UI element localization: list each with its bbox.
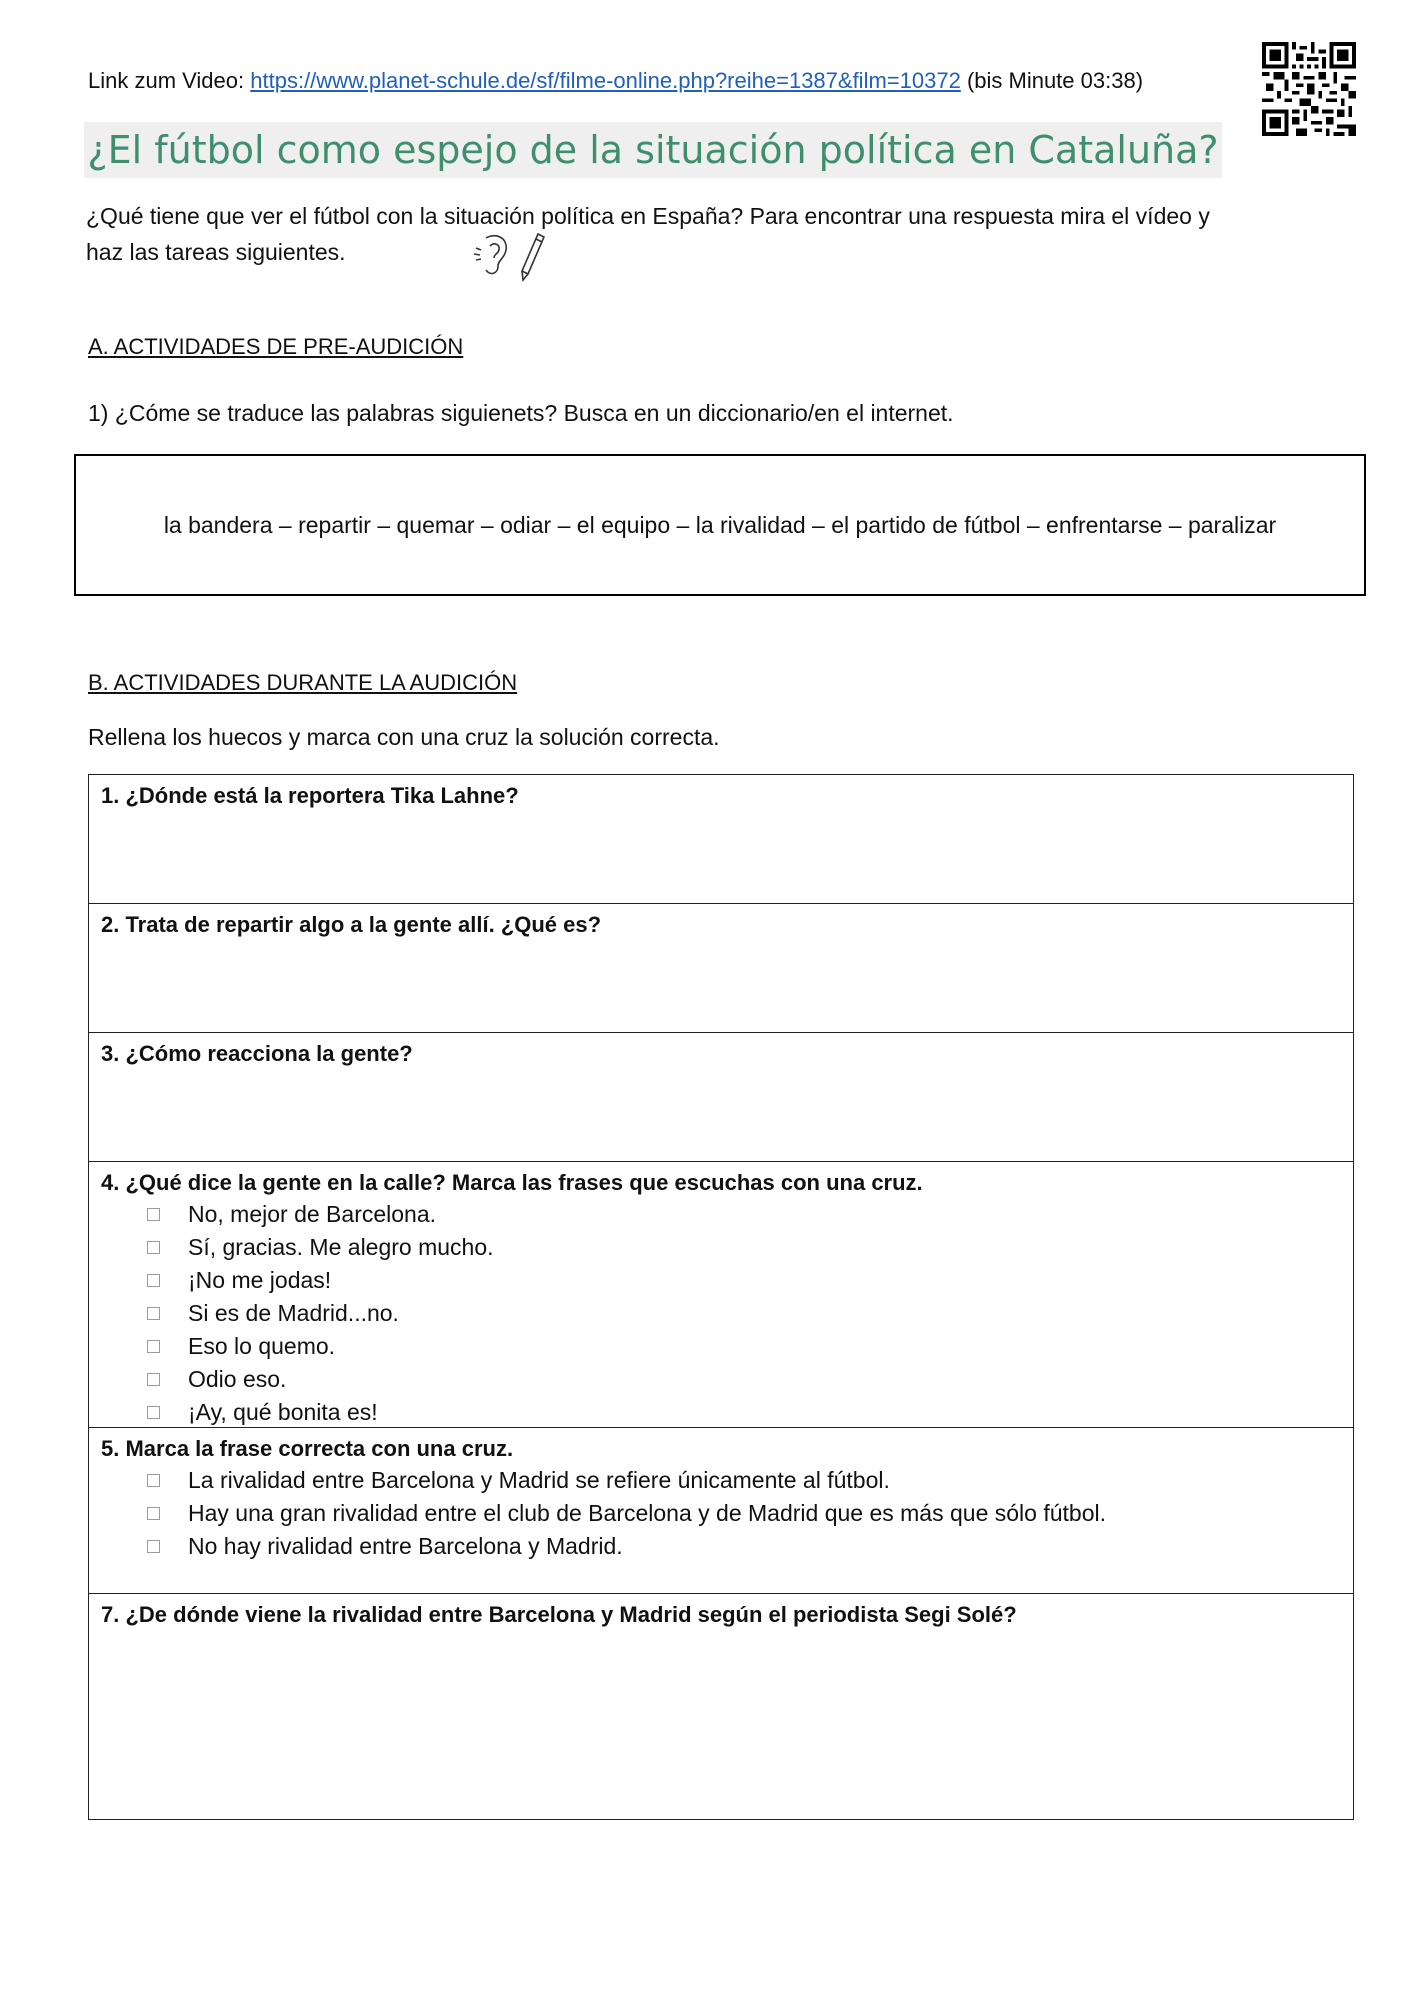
vocab-list: la bandera – repartir – quemar – odiar – el equipo – la rivalidad – el partido de fútbol – enfrentarse – paralizar	[163, 511, 1277, 538]
question-title: 5. Marca la frase correcta con una cruz.	[101, 1436, 514, 1461]
checkbox[interactable]	[147, 1507, 160, 1520]
ear-icon	[474, 236, 506, 274]
option-label: ¡No me jodas!	[188, 1267, 332, 1293]
page-title: ¿El fútbol como espejo de la situación política en Cataluña?	[87, 128, 1219, 172]
question-title: 3. ¿Cómo reacciona la gente?	[101, 1041, 413, 1066]
option-item[interactable]	[101, 1198, 1341, 1231]
option-label: La rivalidad entre Barcelona y Madrid se refiere únicamente al fútbol.	[188, 1467, 890, 1493]
option-label: Si es de Madrid...no.	[188, 1300, 399, 1326]
option-item[interactable]	[101, 1330, 1341, 1363]
question-title: 2. Trata de repartir algo a la gente allí. ¿Qué es?	[101, 912, 602, 937]
question-title: 7. ¿De dónde viene la rivalidad entre Barcelona y Madrid según el periodista Segi Solé?	[101, 1602, 1017, 1627]
option-item[interactable]	[101, 1363, 1341, 1396]
intro-text: ¿Qué tiene que ver el fútbol con la situación política en España? Para encontrar una respuesta mira el vídeo y haz las tareas siguientes.	[86, 203, 1210, 265]
option-item[interactable]	[101, 1497, 1341, 1530]
question-row-1[interactable]	[89, 775, 1353, 904]
option-item[interactable]	[101, 1297, 1341, 1330]
questions-table	[88, 774, 1354, 1820]
link-prefix: Link zum Video:	[88, 68, 245, 93]
option-item[interactable]	[101, 1231, 1341, 1264]
option-item[interactable]	[101, 1464, 1341, 1497]
option-label: Odio eso.	[188, 1366, 287, 1392]
option-item[interactable]	[101, 1530, 1341, 1563]
checkbox[interactable]	[147, 1540, 160, 1553]
option-item[interactable]	[101, 1264, 1341, 1297]
listen-write-icons	[470, 230, 550, 282]
question-row-2[interactable]	[89, 904, 1353, 1033]
pencil-icon	[522, 234, 544, 280]
option-label: Eso lo quemo.	[188, 1333, 336, 1359]
qr-code-icon	[1262, 42, 1356, 136]
option-item[interactable]	[101, 1396, 1341, 1429]
question-row-5	[89, 1428, 1353, 1594]
title-bar	[84, 122, 1222, 178]
option-label: ¡Ay, qué bonita es!	[188, 1399, 378, 1425]
question-row-7[interactable]	[89, 1594, 1353, 1819]
video-link[interactable]: https://www.planet-schule.de/sf/filme-online.php?reihe=1387&film=10372	[250, 68, 961, 93]
option-label: No, mejor de Barcelona.	[188, 1201, 437, 1227]
checkbox[interactable]	[147, 1373, 160, 1386]
checkbox[interactable]	[147, 1274, 160, 1287]
question-row-4	[89, 1162, 1353, 1428]
video-link-line	[88, 68, 1143, 94]
checkbox[interactable]	[147, 1208, 160, 1221]
question-title: 1. ¿Dónde está la reportera Tika Lahne?	[101, 783, 519, 808]
link-suffix: (bis Minute 03:38)	[966, 68, 1144, 93]
question-title: 4. ¿Qué dice la gente en la calle? Marca las frases que escuchas con una cruz.	[101, 1170, 923, 1195]
checkbox[interactable]	[147, 1241, 160, 1254]
checkbox[interactable]	[147, 1307, 160, 1320]
vocab-box	[74, 454, 1366, 596]
checkbox[interactable]	[147, 1340, 160, 1353]
option-label: No hay rivalidad entre Barcelona y Madrid.	[188, 1533, 623, 1559]
section-a-heading: A. ACTIVIDADES DE PRE-AUDICIÓN	[88, 334, 464, 359]
section-b-heading: B. ACTIVIDADES DURANTE LA AUDICIÓN	[88, 670, 518, 695]
option-label: Sí, gracias. Me alegro mucho.	[188, 1234, 494, 1260]
checkbox[interactable]	[147, 1474, 160, 1487]
section-a-question: 1) ¿Cóme se traduce las palabras siguienets? Busca en un diccionario/en el internet.	[88, 400, 954, 426]
section-b-instruction: Rellena los huecos y marca con una cruz la solución correcta.	[88, 724, 720, 750]
question-row-3[interactable]	[89, 1033, 1353, 1162]
option-label: Hay una gran rivalidad entre el club de Barcelona y de Madrid que es más que sólo fútbol.	[188, 1500, 1106, 1526]
checkbox[interactable]	[147, 1406, 160, 1419]
